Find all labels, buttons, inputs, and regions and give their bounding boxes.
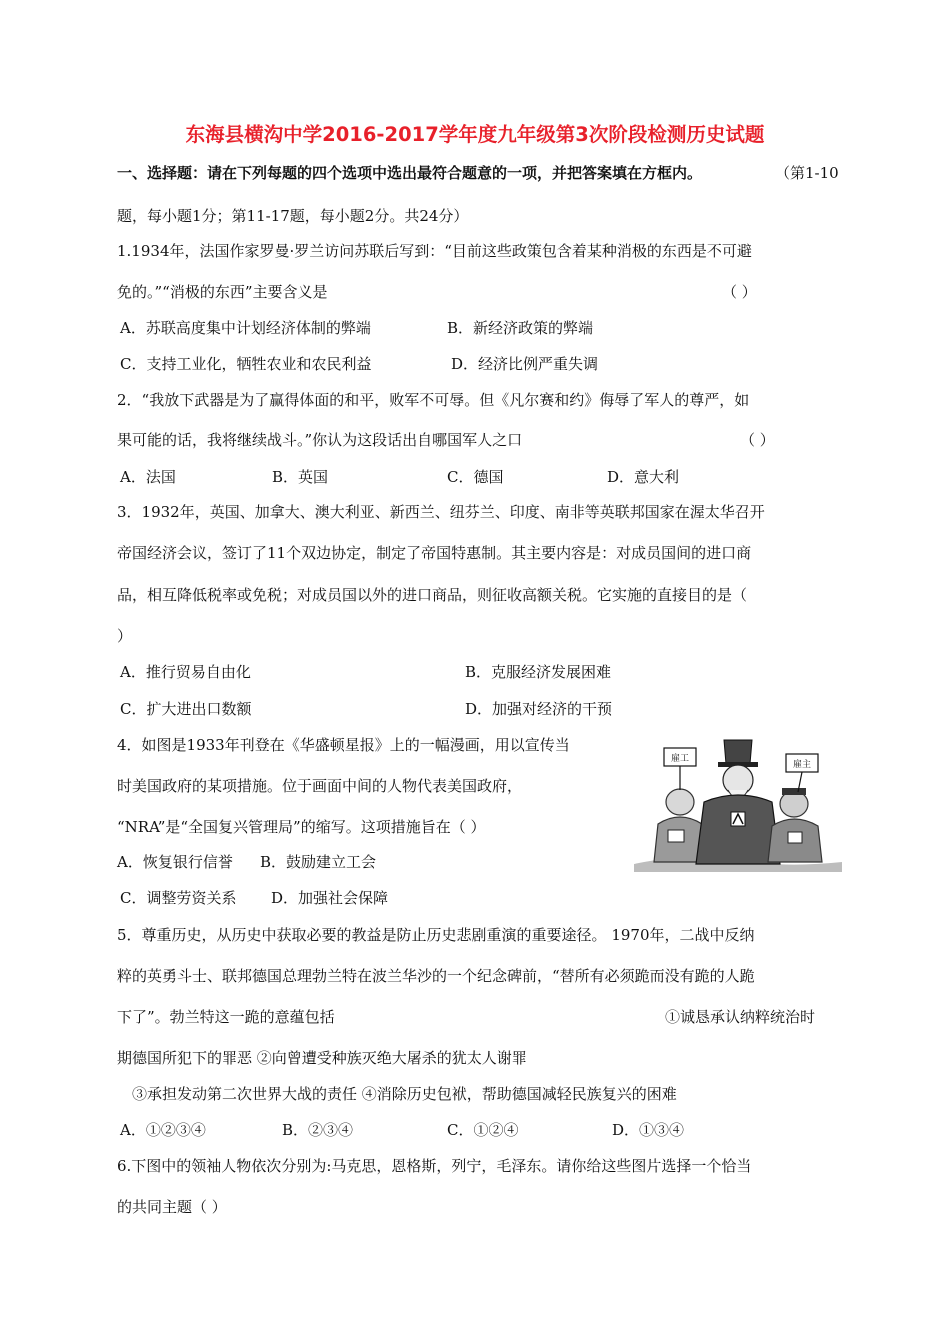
q3-line1: 3．1932年，英国、加拿大、澳大利亚、新西兰、纽芬兰、印度、南非等英联邦国家在渥太华召开 [117,503,765,521]
q1-option-a: A．苏联高度集中计划经济体制的弊端 [120,319,371,337]
q3-line3: 品，相互降低税率或免税；对成员国以外的进口商品，则征收高额关税。它实施的直接目的是（ [117,586,748,604]
q1-option-b: B．新经济政策的弊端 [447,319,594,337]
q2-option-c: C．德国 [447,468,504,486]
q3-option-d: D．加强对经济的干预 [465,700,613,718]
q4-line3: “NRA”是“全国复兴管理局”的缩写。这项措施旨在（ ） [117,818,486,836]
q5-line5: ③承担发动第二次世界大战的责任 ④消除历史包袱，帮助德国减轻民族复兴的困难 [132,1085,677,1103]
section-note-a: （第1-10 [775,164,839,182]
q1-option-d: D．经济比例严重失调 [451,355,599,373]
q2-option-a: A．法国 [120,468,176,486]
q6-line2: 的共同主题（ ） [117,1198,227,1216]
q5-option-a: A．①②③④ [120,1121,206,1139]
q4-option-c: C．调整劳资关系 [120,889,237,907]
q1-option-c: C．支持工业化，牺牲农业和农民利益 [120,355,372,373]
q4-line2: 时美国政府的某项措施。位于画面中间的人物代表美国政府， [117,777,523,795]
q4-option-d: D．加强社会保障 [271,889,389,907]
q2-option-b: B．英国 [272,468,329,486]
q5-line3b: ①诚恳承认纳粹统治时 [665,1008,816,1026]
q4-option-b: B．鼓励建立工会 [260,853,377,871]
q4-option-a: A．恢复银行信誉 [117,853,233,871]
q5-line1: 5．尊重历史，从历史中获取必要的教益是防止历史悲剧重演的重要途径。 1970年，二战中反纳 [117,926,755,944]
q1-answer-paren: （ ） [722,283,757,301]
section-note-b: 题，每小题1分；第11-17题，每小题2分。共24分） [117,207,469,225]
q2-line1: 2．“我放下武器是为了赢得体面的和平，败军不可辱。但《凡尔赛和约》侮辱了军人的尊严，如 [117,391,750,409]
q5-line2: 粹的英勇斗士、联邦德国总理勃兰特在波兰华沙的一个纪念碑前，“替所有必须跪而没有跪的人跪 [117,967,755,985]
nra-cartoon-image [632,732,844,872]
q3-option-a: A．推行贸易自由化 [120,663,251,681]
q2-answer-paren: （ ） [740,431,775,449]
exam-title: 东海县横沟中学2016-2017学年度九年级第3次阶段检测历史试题 [185,123,765,146]
q1-line1: 1.1934年，法国作家罗曼·罗兰访问苏联后写到：“目前这些政策包含着某种消极的东西是不可避 [117,242,752,260]
q3-line2: 帝国经济会议，签订了11个双边协定，制定了帝国特惠制。其主要内容是：对成员国间的进口商 [117,544,752,562]
q2-line2: 果可能的话，我将继续战斗。”你认为这段话出自哪国军人之口 [117,431,523,449]
q5-option-d: D．①③④ [612,1121,685,1139]
q2-option-d: D．意大利 [607,468,680,486]
q1-line2: 免的。”“消极的东西”主要含义是 [117,283,328,301]
q5-line4: 期德国所犯下的罪恶 ②向曾遭受种族灭绝大屠杀的犹太人谢罪 [117,1049,527,1067]
q5-option-b: B．②③④ [282,1121,354,1139]
section-heading: 一、选择题：请在下列每题的四个选项中选出最符合题意的一项，并把答案填在方框内。 [117,164,703,182]
q6-line1: 6.下图中的领袖人物依次分别为:马克思，恩格斯，列宁，毛泽东。请你给这些图片选择一个恰当 [117,1157,752,1175]
q4-line1: 4．如图是1933年刊登在《华盛顿星报》上的一幅漫画，用以宣传当 [117,736,570,754]
cartoon-sign-left: 雇工 [670,754,690,764]
q3-option-c: C．扩大进出口数额 [120,700,252,718]
cartoon-sign-right: 雇主 [792,760,812,770]
q5-option-c: C．①②④ [447,1121,519,1139]
q5-line3a: 下了”。勃兰特这一跪的意蕴包括 [117,1008,335,1026]
q3-line4: ） [117,627,133,645]
q3-option-b: B．克服经济发展困难 [465,663,612,681]
